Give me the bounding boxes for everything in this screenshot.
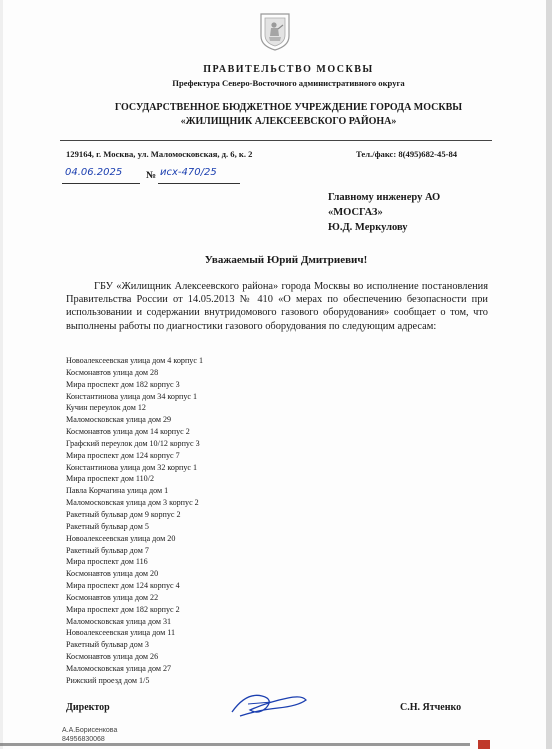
recipient-position: Главному инженеру АО <box>328 192 441 203</box>
scan-footer-strip <box>0 743 470 746</box>
list-item: Ракетный бульвар дом 3 <box>66 640 149 650</box>
list-item: Мира проспект дом 124 корпус 4 <box>66 581 180 591</box>
list-item: Маломосковская улица дом 27 <box>66 663 172 673</box>
list-item: Космонавтов улица дом 28 <box>66 367 159 377</box>
list-item: Кучин переулок дом 12 <box>66 403 146 413</box>
list-item: Мира проспект дом 116 <box>66 557 148 567</box>
list-item: Маломосковская улица дом 3 корпус 2 <box>66 498 199 508</box>
letter-body: ГБУ «Жилищник Алексеевского района» города Москвы во исполнение постановления Правительства России от 14.05.2013 № 410 «О мерах по обеспечению безопасности при использовании и содержании внутридомового газового оборудования» сообщает о том, что выполнены работы по диагностики газового оборудования по следующим адресам: <box>66 281 488 332</box>
organization-title-line1: ГОСУДАРСТВЕННОЕ БЮДЖЕТНОЕ УЧРЕЖДЕНИЕ ГОРОДА МОСКВЫ <box>114 102 463 113</box>
list-item: Ракетный бульвар дом 7 <box>66 545 149 555</box>
list-item: Мира проспект дом 110/2 <box>66 474 155 484</box>
list-item: Мира проспект дом 182 корпус 3 <box>66 379 180 389</box>
header-divider <box>60 140 492 141</box>
signatory-role: Директор <box>66 702 110 713</box>
list-item: Павла Корчагина улица дом 1 <box>66 486 169 496</box>
list-item: Константинова улица дом 32 корпус 1 <box>66 462 198 472</box>
list-item: Космонавтов улица дом 14 корпус 2 <box>66 427 190 437</box>
outgoing-number-label: № <box>146 170 157 181</box>
list-item: Маломосковская улица дом 29 <box>66 415 172 425</box>
greeting: Уважаемый Юрий Дмитриевич! <box>204 254 368 266</box>
list-item: Космонавтов улица дом 26 <box>66 652 159 662</box>
handwritten-signature <box>228 682 310 722</box>
list-item: Мира проспект дом 124 корпус 7 <box>66 450 180 460</box>
executor-name: А.А.Борисенкова <box>62 727 118 734</box>
address-list <box>66 355 203 687</box>
list-item: Космонавтов улица дом 22 <box>66 592 159 602</box>
executor-phone: 84956830068 <box>62 736 105 743</box>
government-title: ПРАВИТЕЛЬСТВО МОСКВЫ <box>203 64 374 75</box>
recipient-company: «МОСГАЗ» <box>328 207 383 218</box>
organization-address: 129164, г. Москва, ул. Маломосковская, д. 6, к. 2 <box>66 149 253 159</box>
outgoing-date: 04.06.2025 <box>65 167 123 178</box>
date-underline <box>62 183 140 184</box>
list-item: Графский переулок дом 10/12 корпус 3 <box>66 438 200 448</box>
list-item: Ракетный бульвар дом 9 корпус 2 <box>66 509 181 519</box>
list-item: Рижский проезд дом 1/5 <box>66 675 150 685</box>
organization-phone: Тел./факс: 8(495)682-45-84 <box>356 149 458 159</box>
prefecture-title: Префектура Северо-Восточного административного округа <box>172 78 405 88</box>
list-item: Новоалексеевская улица дом 4 корпус 1 <box>66 356 204 365</box>
outgoing-number: исх-470/25 <box>160 167 217 178</box>
number-underline <box>158 183 240 184</box>
list-item: Новоалексеевская улица дом 11 <box>66 628 176 638</box>
list-item: Маломосковская улица дом 31 <box>66 616 172 626</box>
list-item: Новоалексеевская улица дом 20 <box>66 533 176 543</box>
organization-title-line2: «ЖИЛИЩНИК АЛЕКСЕЕВСКОГО РАЙОНА» <box>180 116 397 127</box>
list-item: Константинова улица дом 34 корпус 1 <box>66 391 198 401</box>
signatory-name: С.Н. Ятченко <box>400 702 462 713</box>
list-item: Мира проспект дом 182 корпус 2 <box>66 604 180 614</box>
executor-info <box>62 726 117 744</box>
moscow-emblem-icon <box>258 10 292 52</box>
scan-footer-mark <box>478 740 490 749</box>
list-item: Космонавтов улица дом 20 <box>66 569 159 579</box>
recipient-name: Ю.Д. Меркулову <box>328 222 408 233</box>
list-item: Ракетный бульвар дом 5 <box>66 521 149 531</box>
